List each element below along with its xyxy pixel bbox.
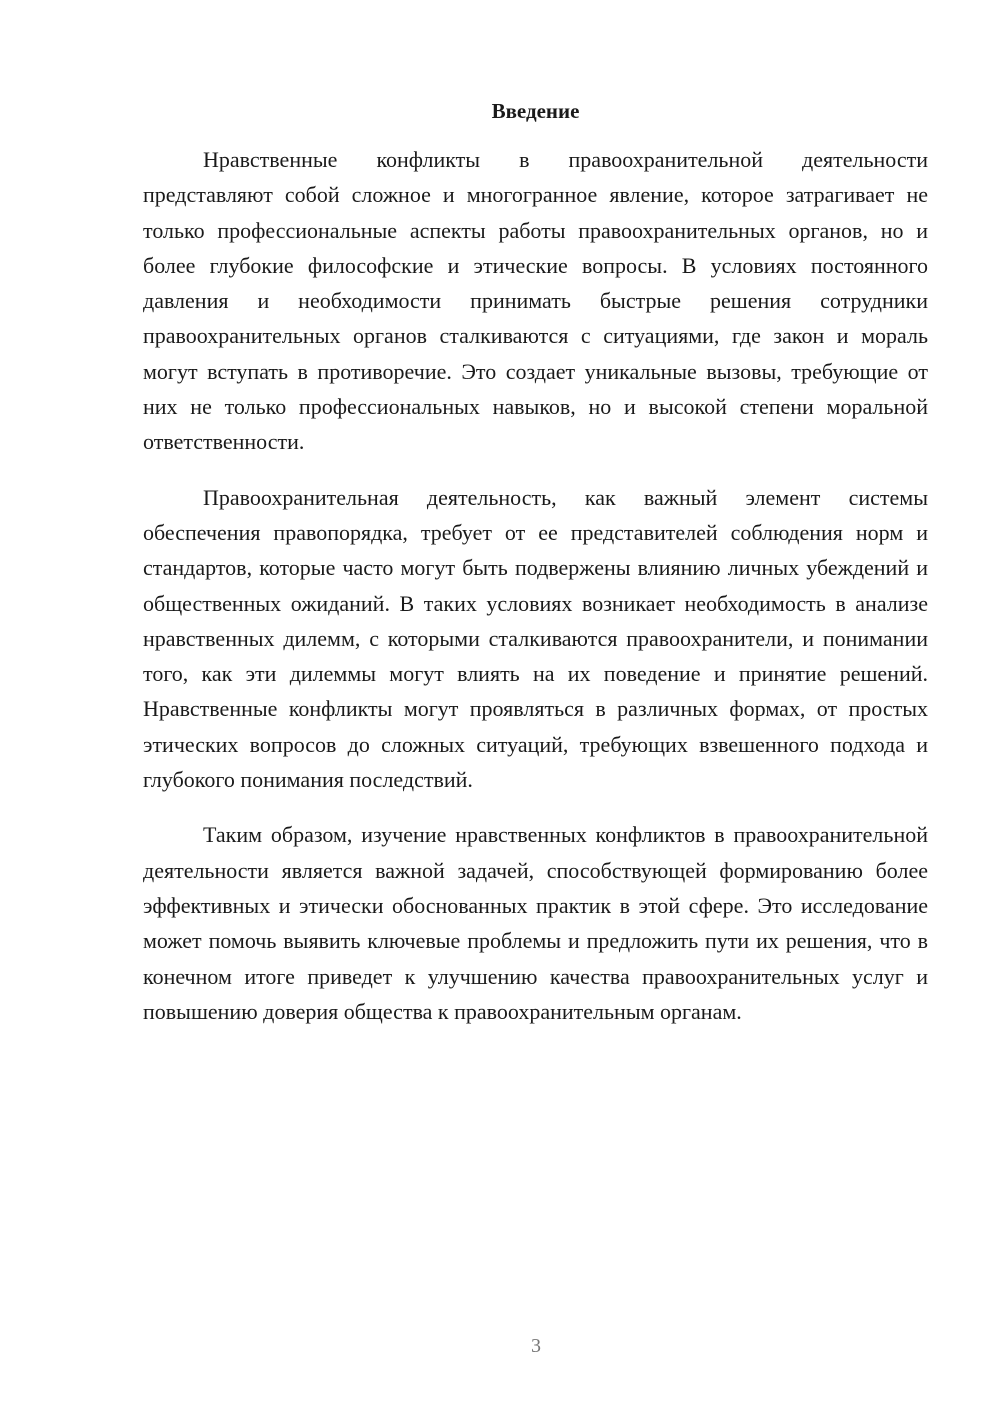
body-text [143,142,928,1049]
paragraph-3: Таким образом, изучение нравственных конфликтов в правоохранительной деятельности является важной задачей, способствующей формированию более эффективных и этически обоснованных практик в этой сфере. Это исследование может помочь выявить ключевые проблемы и предложить пути их решения, что в конечном итоге приведет к улучшению качества правоохранительных услуг и повышению доверия общества к правоохранительным органам. [143,822,928,1024]
paragraph-1: Нравственные конфликты в правоохранительной деятельности представляют собой сложное и многогранное явление, которое затрагивает не только профессиональные аспекты работы правоохранительных органов, но и более глубокие философские и этические вопросы. В условиях постоянного давления и необходимости принимать быстрые решения сотрудники правоохранительных органов сталкиваются с ситуациями, где закон и мораль могут вступать в противоречие. Это создает уникальные вызовы, требующие от них не только профессиональных навыков, но и высокой степени моральной ответственности. [143,147,928,455]
paragraph-2: Правоохранительная деятельность, как важный элемент системы обеспечения правопорядка, требует от ее представителей соблюдения норм и стандартов, которые часто могут быть подвержены влиянию личных убеждений и общественных ожиданий. В таких условиях возникает необходимость в анализе нравственных дилемм, с которыми сталкиваются правоохранители, и понимании того, как эти дилеммы могут влиять на их поведение и принятие решений. Нравственные конфликты могут проявляться в различных формах, от простых этических вопросов до сложных ситуаций, требующих взвешенного подхода и глубокого понимания последствий. [143,484,928,793]
page-number: 3 [531,1335,541,1357]
page-title: Введение [491,99,580,123]
